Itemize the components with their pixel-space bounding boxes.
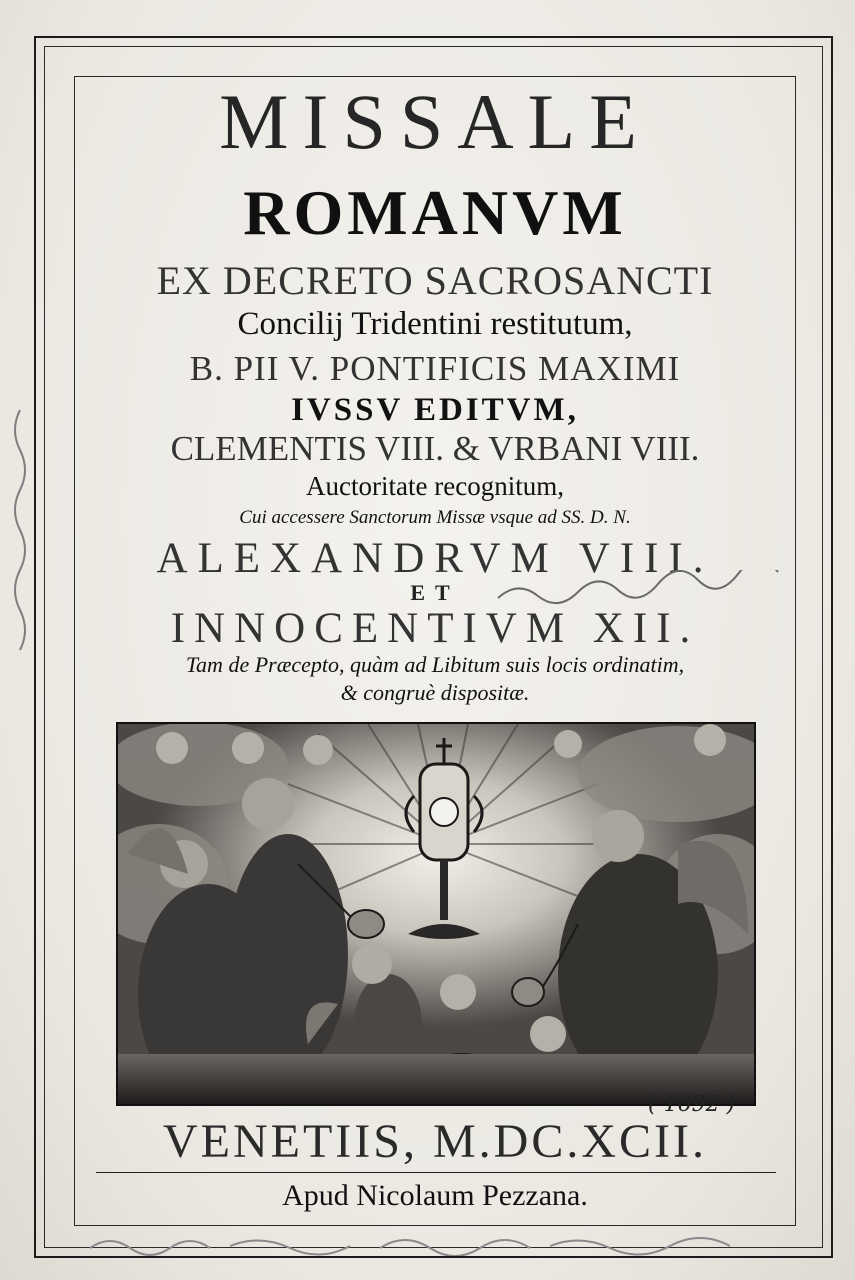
subtitle-tam-de-praecepto: Tam de Præcepto, quàm ad Libitum suis locis ordinatim, (185, 652, 685, 677)
subtitle-ex-decreto: EX DECRETO SACROSANCTI (156, 258, 714, 303)
imprint-place-date: VENETIIS, M.DC.XCII. (163, 1115, 707, 1168)
subtitle-cui-accessere: Cui accessere Sanctorum Missæ vsque ad SS. D. N. (239, 507, 631, 528)
inline-handwriting-scrawl (492, 570, 782, 610)
frontispiece-engraving (116, 722, 756, 1106)
title-romanum: ROMANVM (243, 177, 627, 248)
subtitle-et: ET (410, 580, 460, 605)
engraving-artwork (118, 724, 754, 1104)
subtitle-auctoritate: Auctoritate recognitum, (306, 471, 564, 501)
imprint-rule (96, 1172, 776, 1173)
subtitle-pii-v: B. PII V. PONTIFICIS MAXIMI (189, 349, 681, 388)
bottom-handwriting-scrawl (80, 1228, 780, 1256)
imprint-printer: Apud Nicolaum Pezzana. (282, 1179, 588, 1212)
title-missale: MISSALE (219, 78, 651, 165)
handwritten-date-note: ( 1692 ) (648, 1092, 736, 1117)
subtitle-congrue: & congruè dispositæ. (340, 680, 530, 705)
subtitle-concilij: Concilij Tridentini restitutum, (237, 306, 633, 342)
margin-handwriting-scrawl (4, 400, 34, 700)
subtitle-alexandrum: ALEXANDRVM VIII. (156, 535, 714, 582)
subtitle-innocentium: INNOCENTIVM XII. (170, 605, 700, 652)
subtitle-iussu: IVSSV EDITVM, (291, 392, 579, 428)
subtitle-clementis: CLEMENTIS VIII. & VRBANI VIII. (170, 429, 700, 468)
